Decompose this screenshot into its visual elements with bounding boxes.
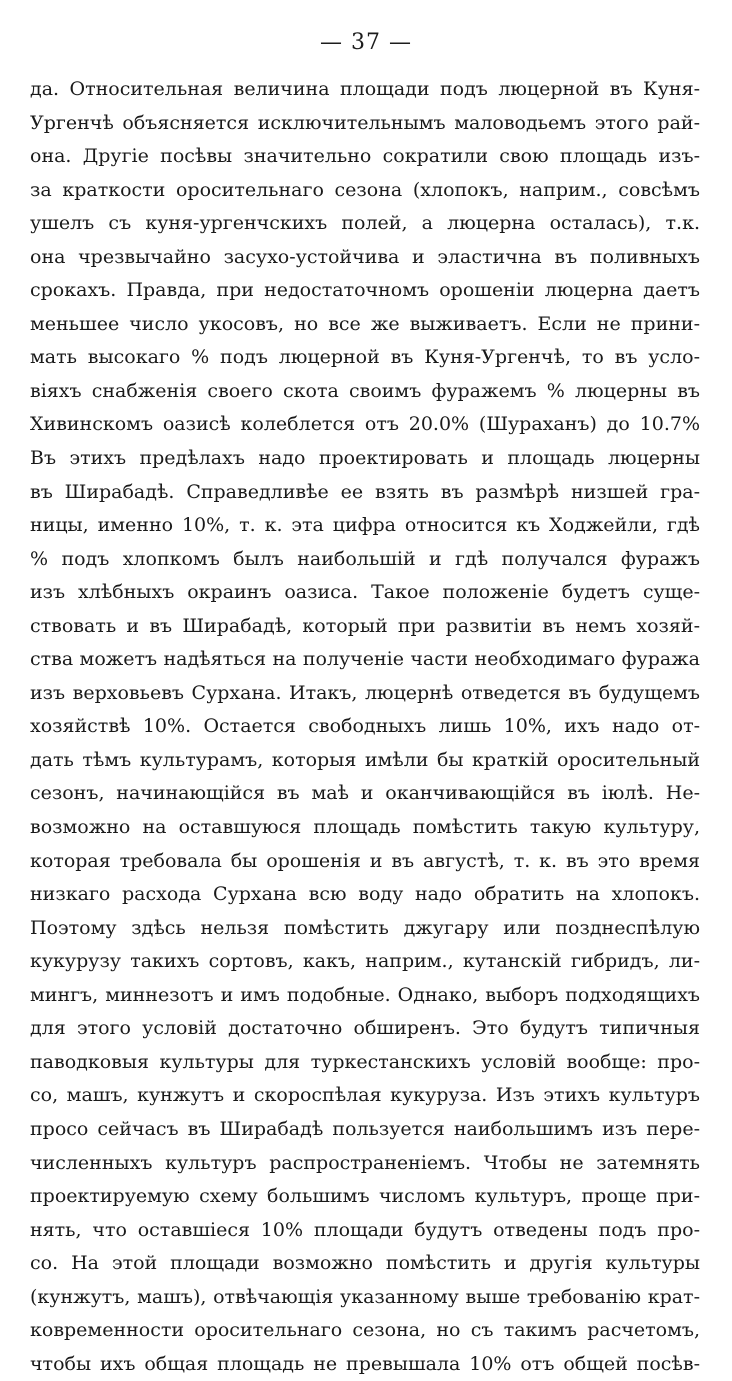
text-line: Въ этихъ предѣлахъ надо проектировать и площадь люцерны: [30, 447, 700, 470]
text-line: Хивинскомъ оазисѣ колеблется отъ 20.0% (Шураханъ) до 10.7%: [30, 413, 700, 436]
text-line: ства можетъ надѣяться на полученіе части необходимаго фуража: [30, 648, 700, 671]
text-line: возможно на оставшуюся площадь помѣстить такую культуру,: [30, 816, 700, 839]
text-line: просо сейчасъ въ Ширабадѣ пользуется наибольшимъ изъ пере-: [30, 1117, 700, 1140]
text-line: для этого условій достаточно обширенъ. Это будутъ типичныя: [30, 1017, 700, 1040]
text-line: нять, что оставшіеся 10% площади будутъ отведены подъ про-: [30, 1218, 700, 1241]
text-line: ушелъ съ куня-ургенчскихъ полей, а люцерна осталась), т.к.: [30, 212, 700, 235]
text-line: со, машъ, кунжутъ и скороспѣлая кукуруза. Изъ этихъ культуръ: [30, 1084, 700, 1107]
text-line: дать тѣмъ культурамъ, которыя имѣли бы краткій оросительный: [30, 748, 700, 771]
text-line: ницы, именно 10%, т. к. эта цифра относится къ Ходжейли, гдѣ: [30, 514, 700, 537]
body-text: [30, 73, 700, 1381]
text-line: да. Относительная величина площади подъ люцерной въ Куня-: [30, 78, 700, 100]
text-line: (кунжутъ, машъ), отвѣчающія указанному выше требованію крат-: [30, 1285, 700, 1308]
text-line: за краткости оросительнаго сезона (хлопокъ, наприм., совсѣмъ: [30, 178, 700, 201]
text-line: проектируемую схему большимъ числомъ культуръ, проще при-: [30, 1185, 700, 1208]
text-line: паводковыя культуры для туркестанскихъ условій вообще: про-: [30, 1050, 700, 1073]
text-line: она. Другіе посѣвы значительно сократили свою площадь изъ-: [30, 145, 700, 168]
text-line: численныхъ культуръ распространеніемъ. Чтобы не затемнять: [30, 1151, 700, 1174]
text-line: Поэтому здѣсь нельзя помѣстить джугару или позднеспѣлую: [30, 916, 700, 939]
text-line: изъ хлѣбныхъ окраинъ оазиса. Такое положеніе будетъ суще-: [30, 581, 700, 604]
text-line: со. На этой площади возможно помѣстить и другія культуры: [30, 1252, 700, 1275]
text-line: мать высокаго % подъ люцерной въ Куня-Ургенчѣ, то въ усло-: [30, 346, 700, 369]
text-line: віяхъ снабженія своего скота своимъ фуражемъ % люцерны въ: [30, 379, 700, 402]
text-line: въ Ширабадѣ. Справедливѣе ее взять въ размѣрѣ низшей гра-: [30, 480, 700, 503]
text-line: она чрезвычайно засухо-устойчива и эластична въ поливныхъ: [30, 245, 700, 268]
text-line: которая требовала бы орошенія и въ августѣ, т. к. въ это время: [30, 849, 700, 872]
text-line: изъ верховьевъ Сурхана. Итакъ, люцернѣ отведется въ будущемъ: [30, 681, 700, 704]
text-line: % подъ хлопкомъ былъ наибольшій и гдѣ получался фуражъ: [30, 547, 700, 570]
text-line: мингъ, миннезотъ и имъ подобные. Однако, выборъ подходящихъ: [30, 983, 700, 1006]
text-line: чтобы ихъ общая площадь не превышала 10% отъ общей посѣв-: [30, 1352, 700, 1375]
text-line: низкаго расхода Сурхана всю воду надо обратить на хлопокъ.: [30, 883, 700, 906]
text-line: срокахъ. Правда, при недостаточномъ орошеніи люцерна даетъ: [30, 279, 700, 302]
text-line: кукурузу такихъ сортовъ, какъ, наприм., кутанскій гибридъ, ли-: [30, 950, 700, 973]
text-line: сезонъ, начинающійся въ маѣ и оканчивающійся въ іюлѣ. Не-: [30, 782, 700, 805]
text-line: Ургенчѣ объясняется исключительнымъ маловодьемъ этого рай-: [30, 111, 700, 134]
text-line: ковременности оросительнаго сезона, но съ такимъ расчетомъ,: [30, 1319, 700, 1342]
text-line: меньшее число укосовъ, но все же выживаетъ. Если не прини-: [30, 312, 700, 335]
text-line: хозяйствѣ 10%. Остается свободныхъ лишь 10%, ихъ надо от-: [30, 715, 700, 738]
text-line: ствовать и въ Ширабадѣ, который при развитіи въ немъ хозяй-: [30, 614, 700, 637]
page-number: — 37 —: [320, 30, 412, 55]
